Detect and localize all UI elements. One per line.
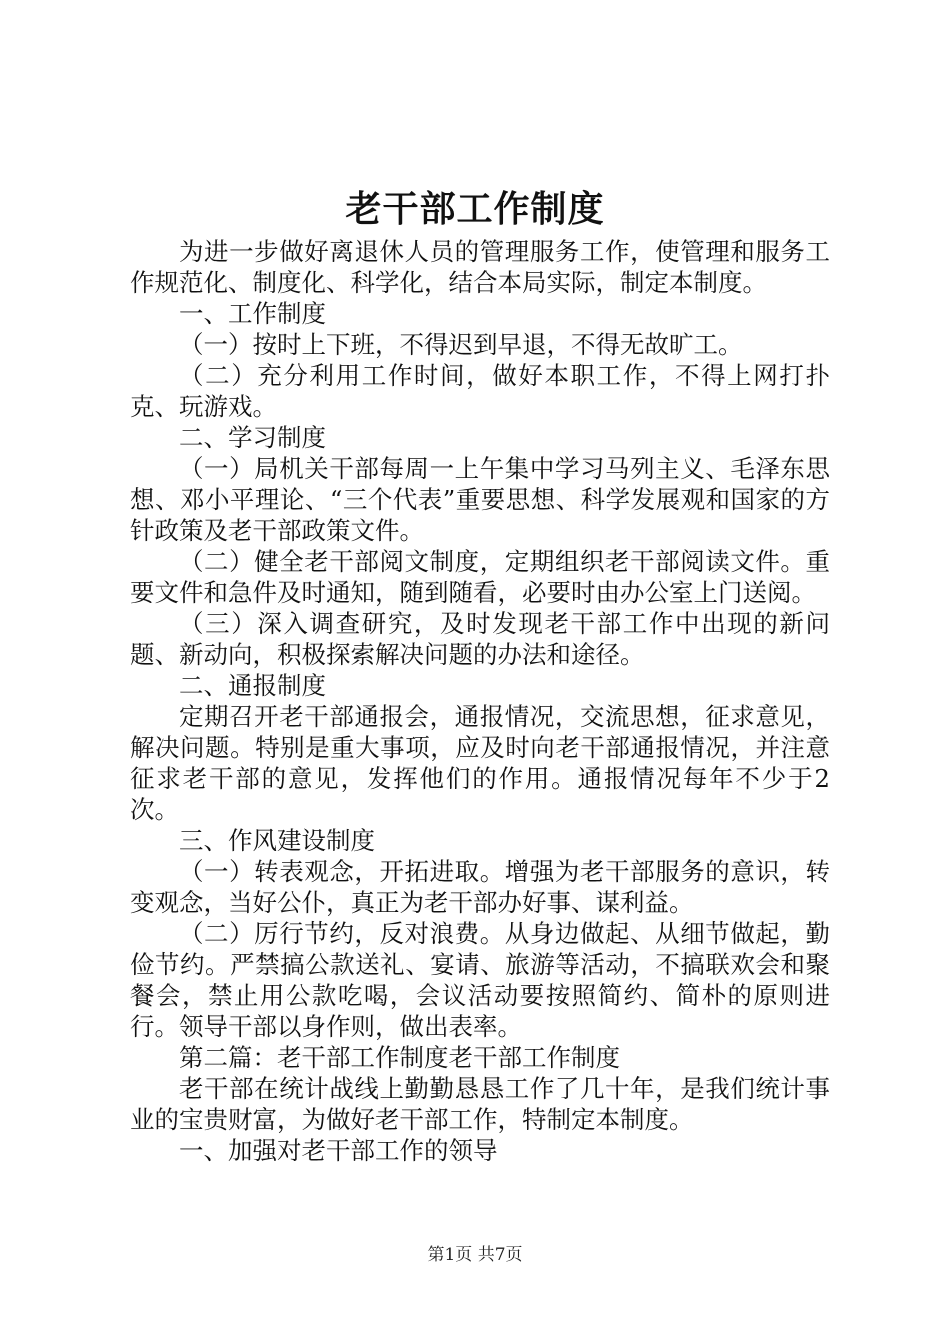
- paragraph-intro: 为进一步做好离退休人员的管理服务工作，使管理和服务工作规范化、制度化、科学化，结合本局实际，制定本制度。: [130, 237, 830, 297]
- paragraph: （一）按时上下班，不得迟到早退，不得无故旷工。: [179, 330, 743, 359]
- paragraph: 老干部在统计战线上勤勤恳恳工作了几十年，是我们统计事业的宝贵财富，为做好老干部工作，特制定本制度。: [130, 1074, 830, 1134]
- section-heading: 一、工作制度: [179, 299, 326, 328]
- section-heading: 三、作风建设制度: [179, 826, 375, 855]
- paragraph: （三）深入调查研究，及时发现老干部工作中出现的新问题、新动向，积极探索解决问题的办法和途径。: [130, 609, 830, 669]
- section-heading: 一、加强对老干部工作的领导: [179, 1136, 498, 1165]
- paragraph: （二）厉行节约，反对浪费。从身边做起、从细节做起，勤俭节约。严禁搞公款送礼、宴请、旅游等活动，不搞联欢会和聚餐会，禁止用公款吃喝，会议活动要按照简约、简朴的原则进行。领导干部以身作则，做出表率。: [130, 919, 830, 1041]
- document-body: [130, 236, 830, 1166]
- paragraph: （二）健全老干部阅文制度，定期组织老干部阅读文件。重要文件和急件及时通知，随到随看，必要时由办公室上门送阅。: [130, 547, 830, 607]
- chapter-heading: 第二篇：老干部工作制度老干部工作制度: [179, 1043, 620, 1072]
- paragraph: （二）充分利用工作时间，做好本职工作，不得上网打扑克、玩游戏。: [130, 361, 830, 421]
- paragraph: 定期召开老干部通报会，通报情况，交流思想，征求意见，解决问题。特别是重大事项，应及时向老干部通报情况，并注意征求老干部的意见，发挥他们的作用。通报情况每年不少于2次。: [130, 702, 830, 824]
- document-title: 老干部工作制度: [345, 188, 605, 230]
- section-heading: 二、学习制度: [179, 423, 326, 452]
- paragraph: （一）转表观念，开拓进取。增强为老干部服务的意识，转变观念，当好公仆，真正为老干部办好事、谋利益。: [130, 857, 830, 917]
- section-heading: 二、通报制度: [179, 671, 326, 700]
- paragraph: （一）局机关干部每周一上午集中学习马列主义、毛泽东思想、邓小平理论、“三个代表”重要思想、科学发展观和国家的方针政策及老干部政策文件。: [130, 454, 830, 545]
- page-footer: 第1页 共7页: [427, 1245, 523, 1265]
